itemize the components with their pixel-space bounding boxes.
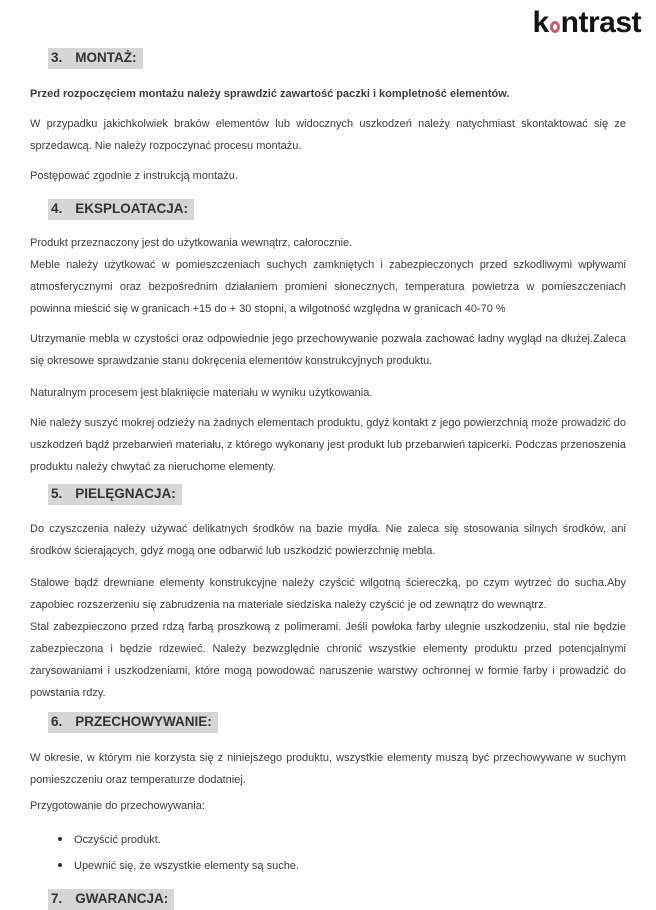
list-item — [58, 855, 626, 877]
paragraph-montaz-2: W przypadku jakichkolwiek braków elementów lub widocznych uszkodzeń należy natychmiast skontaktować się ze sprzedawcą. Nie należy rozpoczynać procesu montażu. — [30, 118, 626, 152]
paragraph-eksploatacja-4: Naturalnym procesem jest blaknięcie materiału w wyniku użytkowania. — [30, 387, 373, 399]
logo-text-after-o: ntrast — [560, 6, 641, 39]
section-number: 4. — [51, 201, 63, 216]
paragraph-eksploatacja-3: Utrzymanie mebla w czystości oraz odpowiednie jego przechowywanie pozwala zachować ładny wygląd na dłużej.Zaleca się okresowe sprawdzanie stanu dokręcenia elementów konstrukcyjnych produktu. — [30, 333, 626, 367]
paragraph-montaz-3: Postępować zgodnie z instrukcją montażu. — [30, 170, 238, 182]
section-number: 3. — [51, 50, 63, 65]
section-number: 5. — [51, 486, 63, 501]
section-title: PRZECHOWYWANIE: — [75, 714, 212, 729]
kontrast-logo — [532, 6, 641, 40]
section-title: MONTAŻ: — [75, 50, 137, 65]
section-heading-gwarancja — [48, 889, 174, 910]
logo-text-before-o: k — [532, 6, 549, 39]
paragraph-pielegnacja-3: Stal zabezpieczono przed rdzą farbą proszkową z polimerami. Jeśli powłoka farby ulegnie uszkodzeniu, stal nie będzie zabezpieczona i będzie rdzewieć. Należy bezwzględnie chronić wszystkie elementy produktu przed potencjalnymi zarysowaniami i uszkodzeniami, które mogą powodować naruszenie warstwy ochronnej w formie farby i prowadzić do powstania rdzy. — [30, 621, 626, 699]
paragraph-pielegnacja-1: Do czyszczenia należy używać delikatnych środków na bazie mydła. Nie zaleca się stosowania silnych środków, ani środków ścierających, gdyż mogą one odbarwić lub uszkodzić powierzchnię mebla. — [30, 523, 626, 557]
list-item — [58, 829, 626, 851]
paragraph-eksploatacja-1: Produkt przeznaczony jest do użytkowania wewnątrz, całorocznie. — [30, 237, 353, 249]
bullet-dot-icon — [58, 863, 62, 867]
paragraph-przechowywanie-2: Przygotowanie do przechowywania: — [30, 800, 205, 812]
section-title: GWARANCJA: — [75, 891, 169, 906]
list-item-text: Upewnić się, że wszystkie elementy są suche. — [74, 860, 299, 872]
section-title: PIELĘGNACJA: — [75, 486, 176, 501]
paragraph-eksploatacja-2: Meble należy użytkować w pomieszczeniach suchych zamkniętych i zabezpieczonych przed szkodliwymi wpływami atmosferycznymi oraz bezpośrednim działaniem promieni słonecznych, temperatura powietrza w pomieszczeniach powinna mieścić się w granicach +15 do + 30 stopni, a wilgotność względna w granicach 40-70 % — [30, 259, 626, 315]
section-heading-eksploatacja — [48, 199, 194, 220]
paragraph-eksploatacja-5: Nie należy suszyć mokrej odzieży na żadnych elementach produktu, gdyż kontakt z jego powierzchnią może prowadzić do uszkodzeń bądź przebarwień materiału, z którego wykonany jest produkt lub przebarwień tapicerki. Podczas przenoszenia produktu należy chwytać za nieruchome elementy. — [30, 417, 626, 473]
paragraph-montaz-1: Przed rozpoczęciem montażu należy sprawdzić zawartość paczki i kompletność elementów. — [30, 88, 510, 100]
section-number: 6. — [51, 714, 63, 729]
bullet-dot-icon — [58, 837, 62, 841]
list-item-text: Oczyścić produkt. — [74, 834, 161, 846]
paragraph-przechowywanie-1: W okresie, w którym nie korzysta się z niniejszego produktu, wszystkie elementy muszą być przechowywane w suchym pomieszczeniu oraz temperaturze dodatniej. — [30, 752, 626, 786]
paragraph-pielegnacja-2: Stalowe bądź drewniane elementy konstrukcyjne należy czyścić wilgotną ściereczką, po czym wytrzeć do sucha.Aby zapobiec rozszerzeniu się zabrudzenia na materiale siedziska należy czyścić je od zewnątrz do wewnątrz. — [30, 577, 626, 611]
section-number: 7. — [51, 891, 63, 906]
section-heading-przechowywanie — [48, 712, 218, 733]
logo-o-ring-icon — [550, 21, 560, 33]
section-heading-montaz — [48, 48, 143, 69]
section-title: EKSPLOATACJA: — [75, 201, 189, 216]
section-heading-pielegnacja — [48, 484, 182, 505]
